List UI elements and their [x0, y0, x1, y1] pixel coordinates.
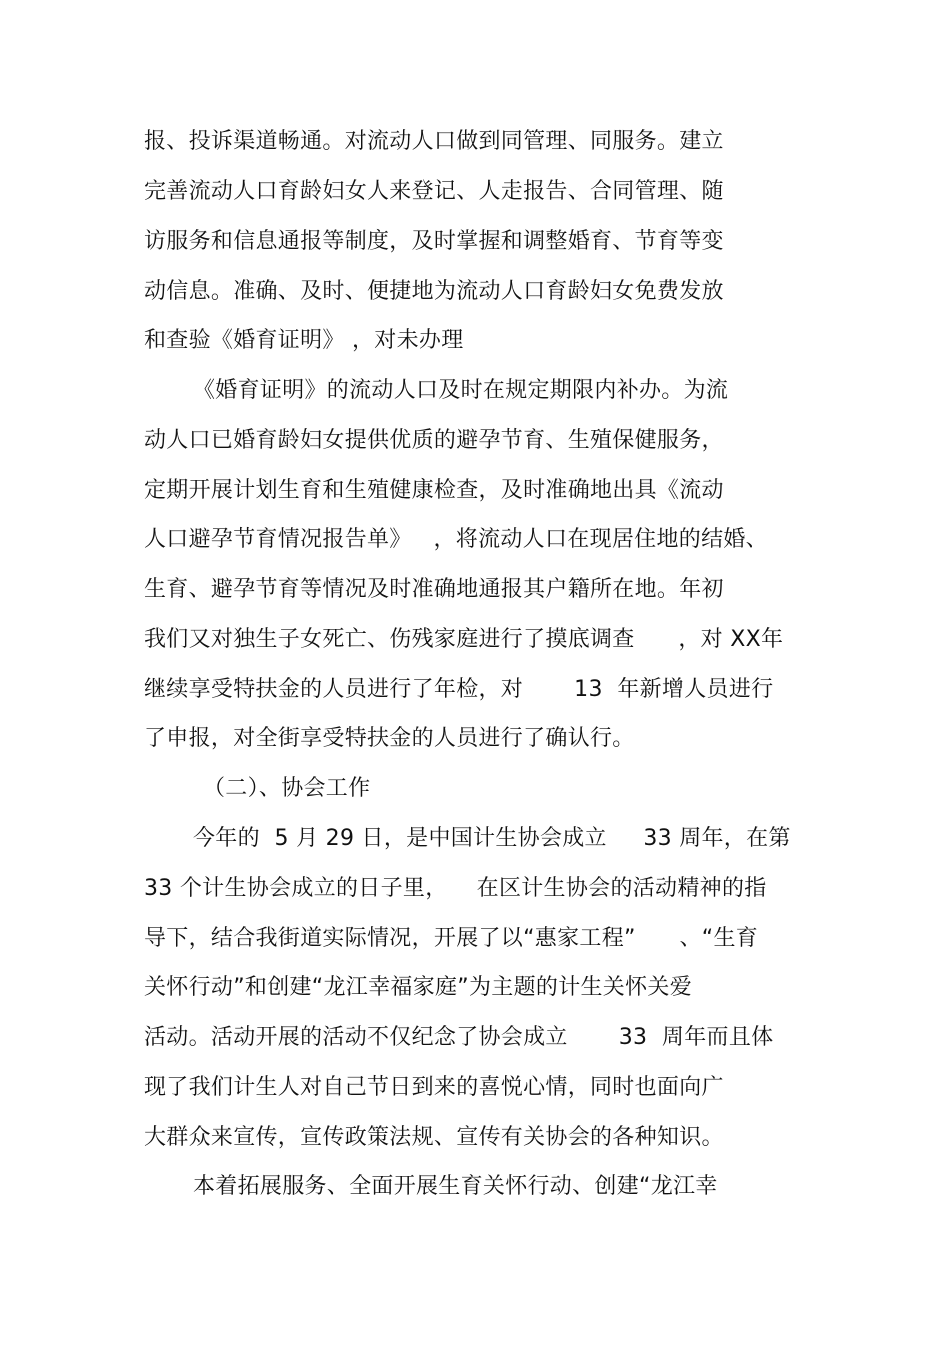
text-line: 活动。活动开展的活动不仅纪念了协会成立 33 周年而且体	[144, 1025, 774, 1050]
text-line: 了申报，对全街享受特扶金的人员进行了确认行。	[144, 726, 635, 751]
section-heading: （二）、协会工作	[203, 776, 371, 801]
text-line: 本着拓展服务、全面开展生育关怀行动、创建“龙江幸	[193, 1174, 718, 1199]
text-line: 今年的 5 月 29 日，是中国计生协会成立 33 周年，在第	[193, 826, 791, 851]
text-line: 动人口已婚育龄妇女提供优质的避孕节育、生殖保健服务，	[144, 428, 724, 453]
text-line: 关怀行动”和创建“龙江幸福家庭”为主题的计生关怀关爱	[144, 975, 692, 1000]
text-line: 我们又对独生子女死亡、伤残家庭进行了摸底调查 ，对 XX年	[144, 627, 784, 652]
text-line: 33 个计生协会成立的日子里， 在区计生协会的活动精神的指	[144, 876, 767, 901]
text-line: 导下，结合我街道实际情况，开展了以“惠家工程” 、“生育	[144, 926, 759, 951]
text-line: 人口避孕节育情况报告单》 ，将流动人口在现居住地的结婚、	[144, 527, 768, 552]
text-line: 和查验《婚育证明》 ，对未办理	[144, 328, 464, 353]
text-line: 生育、避孕节育等情况及时准确地通报其户籍所在地。年初	[144, 577, 724, 602]
text-line: 定期开展计划生育和生殖健康检查，及时准确地出具《流动	[144, 478, 724, 503]
text-line: 大群众来宣传，宣传政策法规、宣传有关协会的各种知识。	[144, 1125, 724, 1150]
text-line: 访服务和信息通报等制度，及时掌握和调整婚育、节育等变	[144, 229, 724, 254]
text-line: 报、投诉渠道畅通。对流动人口做到同管理、同服务。建立	[144, 129, 724, 154]
text-line: 继续享受特扶金的人员进行了年检，对 13 年新增人员进行	[144, 677, 774, 702]
text-line: 《婚育证明》的流动人口及时在规定期限内补办。为流	[193, 378, 729, 403]
text-line: 现了我们计生人对自己节日到来的喜悦心情，同时也面向广	[144, 1075, 724, 1100]
text-line: 动信息。准确、及时、便捷地为流动人口育龄妇女免费发放	[144, 279, 724, 304]
text-line: 完善流动人口育龄妇女人来登记、人走报告、合同管理、随	[144, 179, 724, 204]
